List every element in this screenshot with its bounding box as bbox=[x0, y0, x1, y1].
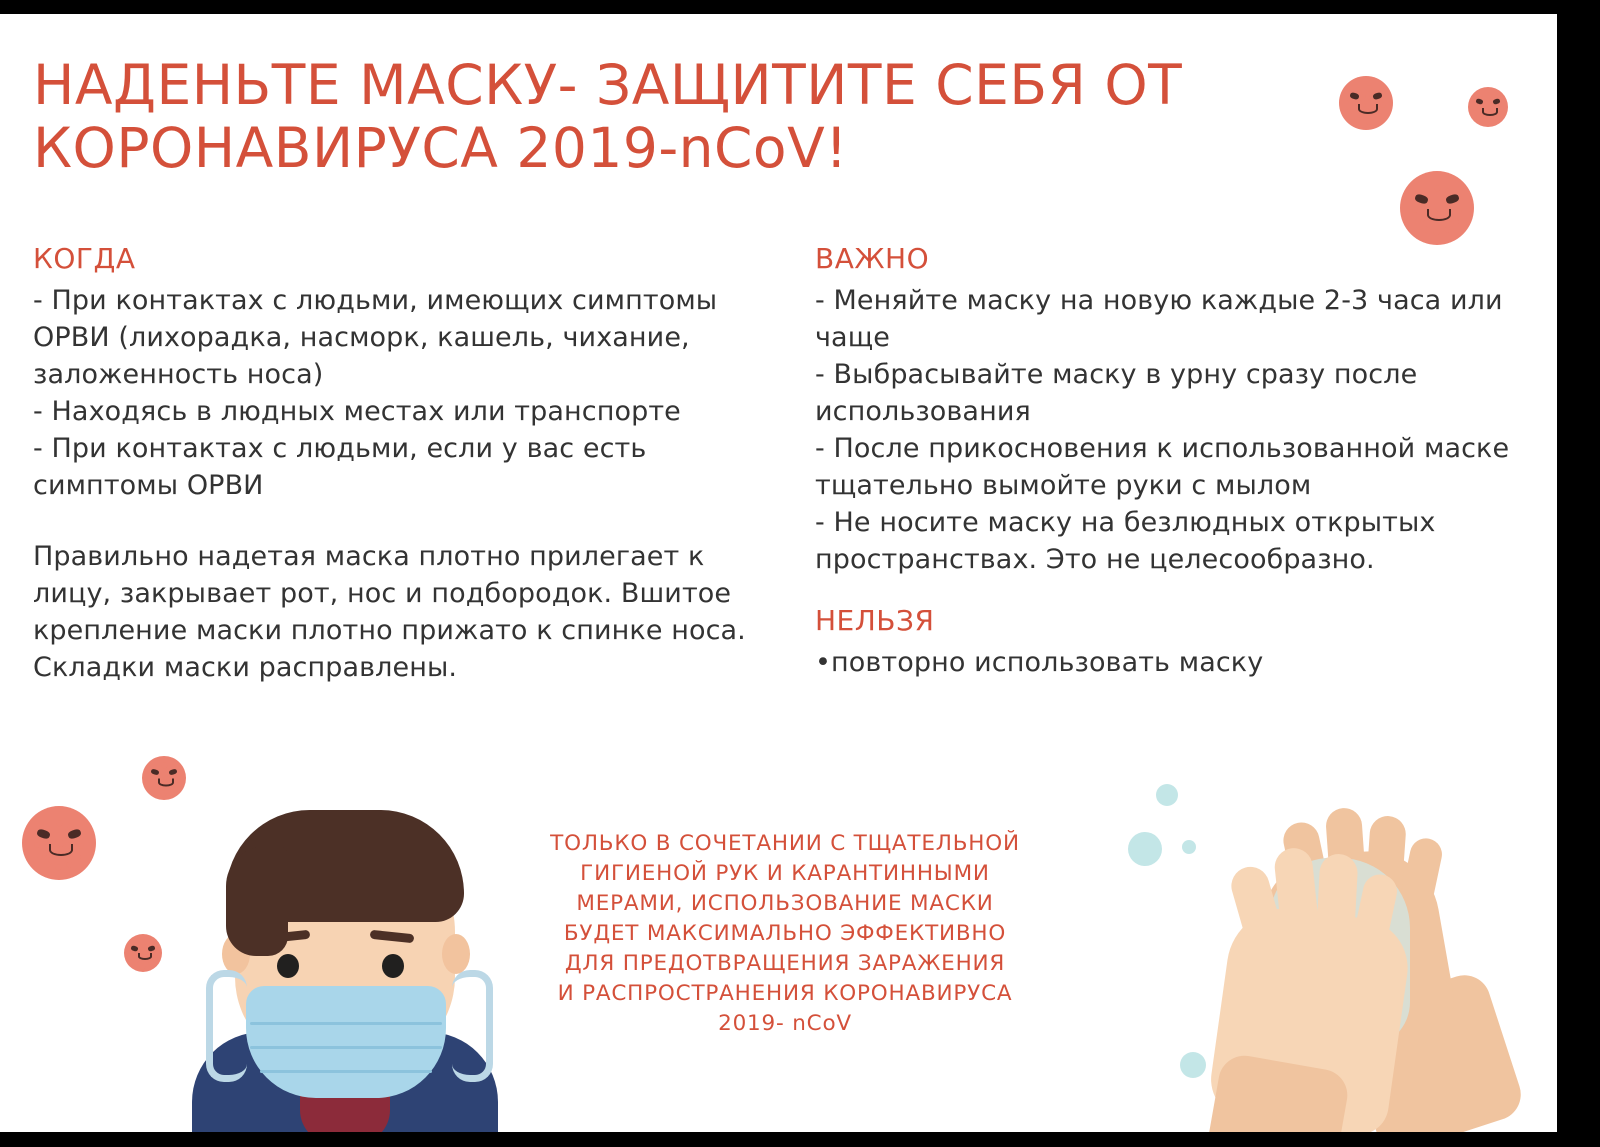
slogan-line: ГИГИЕНОЙ РУК И КАРАНТИННЫМИ bbox=[580, 861, 990, 886]
slogan-line: БУДЕТ МАКСИМАЛЬНО ЭФФЕКТИВНО bbox=[563, 921, 1007, 946]
mask-pleat bbox=[250, 1022, 442, 1025]
important-item: - Меняйте маску на новую каждые 2-3 часа или чаще bbox=[815, 285, 1503, 353]
poster bbox=[0, 14, 1557, 1132]
when-item: - При контактах с людьми, если у вас есть симптомы ОРВИ bbox=[33, 433, 647, 501]
virus-face bbox=[129, 944, 157, 962]
coronavirus-icon bbox=[1322, 59, 1410, 147]
when-item: - При контактах с людьми, имеющих симптомы ОРВИ (лихорадка, насморк, кашель, чихание, заложенность носа) bbox=[33, 285, 718, 390]
mask-ear-strap bbox=[452, 970, 493, 1082]
virus-face bbox=[1410, 191, 1464, 225]
section-heading-important: ВАЖНО bbox=[815, 242, 930, 275]
boy-eye bbox=[277, 954, 299, 978]
mask-ear-strap bbox=[206, 970, 247, 1082]
slogan-line: 2019- nCoV bbox=[718, 1011, 852, 1036]
when-item: - Находясь в людных местах или транспорте bbox=[33, 396, 681, 427]
virus-face bbox=[32, 826, 86, 860]
slogan-line: ДЛЯ ПРЕДОТВРАЩЕНИЯ ЗАРАЖЕНИЯ bbox=[564, 951, 1006, 976]
virus-face bbox=[148, 768, 180, 789]
forbidden-item: •повторно использовать маску bbox=[815, 647, 1264, 678]
mask-fit-note: Правильно надетая маска плотно прилегает к лицу, закрывает рот, нос и подбородок. Вшитое крепление маски плотно прижато к спинке носа. bbox=[33, 541, 746, 646]
section-heading-forbidden: НЕЛЬЗЯ bbox=[815, 604, 935, 637]
important-item: - Выбрасывайте маску в урну сразу после использования bbox=[815, 359, 1418, 427]
coronavirus-icon bbox=[0, 784, 118, 902]
virus-face bbox=[1473, 97, 1503, 117]
slogan bbox=[505, 829, 1065, 1039]
mask-pleat bbox=[250, 1046, 442, 1049]
slogan-line: ТОЛЬКО В СОЧЕТАНИИ С ТЩАТЕЛЬНОЙ bbox=[550, 831, 1020, 856]
section-heading-when: КОГДА bbox=[33, 242, 136, 275]
important-item: - После прикосновения к использованной маске тщательно вымойте руки с мылом bbox=[815, 433, 1510, 501]
finger bbox=[1399, 835, 1445, 910]
column-when bbox=[33, 242, 778, 686]
medical-mask bbox=[246, 986, 446, 1098]
important-item: - Не носите маску на безлюдных открытых пространствах. Это не целесообразно. bbox=[815, 507, 1436, 575]
boy-eye bbox=[382, 954, 404, 978]
soap-bubble bbox=[1156, 784, 1178, 806]
soap-bubble bbox=[1182, 840, 1196, 854]
mask-folds-note: Складки маски расправлены. bbox=[33, 652, 458, 683]
slogan-line: И РАСПРОСТРАНЕНИЯ КОРОНАВИРУСА bbox=[557, 981, 1013, 1006]
soap-bubble bbox=[1128, 832, 1162, 866]
mask-pleat bbox=[260, 1070, 432, 1073]
column-important bbox=[815, 242, 1525, 681]
coronavirus-icon bbox=[1455, 74, 1521, 140]
virus-face bbox=[1346, 90, 1386, 116]
boy-with-mask-illustration bbox=[180, 774, 510, 1132]
handwashing-illustration bbox=[1120, 762, 1540, 1132]
slogan-line: МЕРАМИ, ИСПОЛЬЗОВАНИЕ МАСКИ bbox=[576, 891, 994, 916]
page-title: НАДЕНЬТЕ МАСКУ- ЗАЩИТИТЕ СЕБЯ ОТ КОРОНАВИРУСА 2019-nCoV! bbox=[33, 53, 1183, 180]
boy-ear bbox=[442, 934, 470, 974]
soap-bubble bbox=[1180, 1052, 1206, 1078]
coronavirus-icon bbox=[112, 922, 174, 984]
